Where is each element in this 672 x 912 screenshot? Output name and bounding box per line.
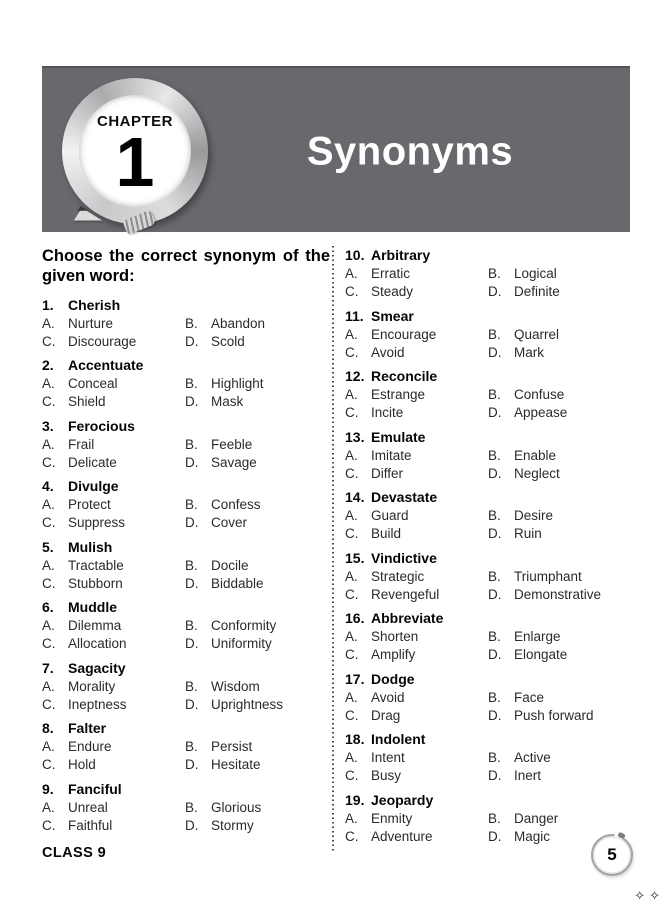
option-letter-c: C. xyxy=(42,394,56,410)
option-text-b: Triumphant xyxy=(514,568,582,584)
option-text-a: Tractable xyxy=(68,557,124,573)
question-title xyxy=(42,598,332,617)
question-number: 4. xyxy=(42,478,54,495)
option-text-c: Build xyxy=(371,526,402,541)
option-letter-a: A. xyxy=(345,568,358,584)
option-text-a: Dilemma xyxy=(68,618,122,634)
option-letter-a: A. xyxy=(42,376,55,392)
question-options xyxy=(42,315,332,351)
question-item xyxy=(42,477,332,532)
question-item xyxy=(345,367,630,422)
option-letter-c: C. xyxy=(345,768,359,783)
option-letter-a: A. xyxy=(42,678,55,694)
question-options xyxy=(345,326,630,362)
option-text-c: Adventure xyxy=(371,828,433,844)
option-letter-d: D. xyxy=(185,454,199,470)
option-letter-b: B. xyxy=(488,689,501,705)
option-letter-a: A. xyxy=(42,436,55,452)
option-letter-d: D. xyxy=(488,344,502,360)
question-word: Smear xyxy=(371,307,414,324)
question-options xyxy=(42,375,332,411)
chapter-badge xyxy=(79,95,191,207)
option-text-d: Hesitate xyxy=(211,757,261,773)
question-number: 8. xyxy=(42,720,54,737)
option-text-a: Unreal xyxy=(68,799,108,815)
question-options xyxy=(42,436,332,472)
question-options xyxy=(42,678,332,714)
question-title xyxy=(345,730,630,749)
option-letter-b: B. xyxy=(185,799,198,815)
question-word: Muddle xyxy=(68,599,117,616)
option-text-b: Highlight xyxy=(211,376,264,392)
option-text-d: Push forward xyxy=(514,707,594,723)
option-text-d: Uprightness xyxy=(211,696,284,712)
question-title xyxy=(345,428,630,447)
option-letter-b: B. xyxy=(185,315,198,331)
question-options xyxy=(345,628,630,664)
option-letter-a: A. xyxy=(345,750,358,765)
option-letter-c: C. xyxy=(345,707,359,723)
option-text-c: Drag xyxy=(371,707,401,723)
page-number-badge xyxy=(591,834,633,876)
pencil-circle-icon xyxy=(62,78,208,224)
question-word: Falter xyxy=(68,720,107,737)
option-letter-b: B. xyxy=(488,387,501,402)
option-letter-c: C. xyxy=(345,284,359,299)
option-letter-b: B. xyxy=(185,376,198,392)
option-letter-c: C. xyxy=(42,757,56,773)
option-letter-d: D. xyxy=(185,333,199,349)
chapter-label: CHAPTER xyxy=(96,113,173,130)
option-text-c: Amplify xyxy=(371,647,416,662)
chapter-number: 1 xyxy=(115,123,155,201)
question-title xyxy=(42,296,332,315)
option-letter-d: D. xyxy=(488,586,502,602)
question-item xyxy=(42,356,332,411)
option-text-c: Hold xyxy=(68,757,96,773)
question-item xyxy=(345,609,630,664)
questions-column-left xyxy=(42,246,332,851)
option-text-d: Elongate xyxy=(514,647,568,662)
option-text-d: Mark xyxy=(514,344,544,360)
option-text-c: Ineptness xyxy=(68,696,127,712)
question-word: Devastate xyxy=(371,489,438,505)
questions-column-right xyxy=(334,246,630,851)
question-number: 5. xyxy=(42,538,54,555)
option-letter-d: D. xyxy=(185,757,199,773)
option-text-d: Biddable xyxy=(211,575,264,591)
question-word: Divulge xyxy=(68,478,119,495)
option-letter-d: D. xyxy=(185,515,199,531)
question-number: 10. xyxy=(345,247,365,263)
question-word: Mulish xyxy=(68,538,113,555)
page-title: Synonyms xyxy=(306,129,514,174)
question-word: Indolent xyxy=(371,731,426,747)
option-text-c: Differ xyxy=(371,465,404,481)
option-text-a: Intent xyxy=(371,750,405,765)
questions-area xyxy=(42,246,630,851)
option-text-b: Active xyxy=(514,750,551,765)
question-number: 9. xyxy=(42,780,54,797)
question-options xyxy=(42,617,332,653)
option-text-c: Suppress xyxy=(68,515,126,531)
option-letter-d: D. xyxy=(488,405,502,420)
question-word: Abbreviate xyxy=(371,610,444,626)
option-text-c: Shield xyxy=(68,394,106,410)
page-number: 5 xyxy=(607,845,617,864)
option-letter-c: C. xyxy=(345,344,359,360)
question-list-right xyxy=(345,246,630,846)
option-letter-c: C. xyxy=(345,405,359,420)
option-letter-a: A. xyxy=(42,799,55,815)
option-text-d: Neglect xyxy=(514,465,560,481)
option-letter-c: C. xyxy=(42,333,56,349)
option-letter-b: B. xyxy=(488,810,501,826)
question-title xyxy=(42,538,332,557)
question-options xyxy=(345,386,630,422)
option-letter-a: A. xyxy=(345,266,358,281)
question-title xyxy=(42,477,332,496)
question-number: 2. xyxy=(42,357,54,374)
question-number: 11. xyxy=(345,307,364,324)
option-text-a: Nurture xyxy=(68,315,114,331)
option-letter-c: C. xyxy=(42,515,56,531)
option-letter-a: A. xyxy=(42,618,55,634)
question-number: 19. xyxy=(345,791,365,808)
option-letter-c: C. xyxy=(42,454,56,470)
option-text-d: Cover xyxy=(211,515,248,531)
option-text-a: Endure xyxy=(68,739,112,755)
question-item xyxy=(42,719,332,774)
option-letter-b: B. xyxy=(185,618,198,634)
question-title xyxy=(42,719,332,738)
option-text-a: Frail xyxy=(68,436,95,452)
option-letter-b: B. xyxy=(488,568,501,584)
question-item xyxy=(345,730,630,785)
class-label: CLASS 9 xyxy=(42,845,107,861)
option-letter-d: D. xyxy=(488,828,502,844)
option-text-b: Logical xyxy=(514,266,557,281)
question-options xyxy=(42,799,332,835)
question-number: 18. xyxy=(345,731,365,747)
question-options xyxy=(42,738,332,774)
option-letter-c: C. xyxy=(42,636,56,652)
option-text-b: Abandon xyxy=(211,315,266,331)
option-text-a: Avoid xyxy=(371,689,405,705)
option-text-c: Avoid xyxy=(371,344,405,360)
option-letter-b: B. xyxy=(488,508,501,523)
option-text-d: Demonstrative xyxy=(514,586,602,602)
option-letter-d: D. xyxy=(488,768,502,783)
question-number: 15. xyxy=(345,549,365,566)
question-title xyxy=(42,356,332,375)
option-text-c: Stubborn xyxy=(68,575,123,591)
question-number: 6. xyxy=(42,599,54,616)
option-letter-a: A. xyxy=(345,508,358,523)
question-word: Accentuate xyxy=(68,357,144,374)
option-letter-d: D. xyxy=(185,575,199,591)
option-letter-c: C. xyxy=(345,526,359,541)
option-text-c: Busy xyxy=(371,768,402,783)
option-letter-a: A. xyxy=(42,557,55,573)
option-text-b: Desire xyxy=(514,508,554,523)
option-text-d: Ruin xyxy=(514,526,542,541)
question-options xyxy=(345,749,630,785)
option-letter-c: C. xyxy=(42,817,56,833)
option-letter-c: C. xyxy=(345,828,359,844)
option-letter-b: B. xyxy=(185,739,198,755)
option-letter-a: A. xyxy=(345,629,358,644)
question-title xyxy=(345,549,630,568)
option-text-a: Enmity xyxy=(371,810,413,826)
option-text-a: Morality xyxy=(68,678,116,694)
question-item xyxy=(345,246,630,301)
question-title xyxy=(345,367,630,386)
option-text-c: Incite xyxy=(371,405,404,420)
question-item xyxy=(345,307,630,362)
option-text-a: Encourage xyxy=(371,326,437,342)
option-letter-d: D. xyxy=(185,817,199,833)
question-word: Fanciful xyxy=(68,780,122,797)
option-text-a: Imitate xyxy=(371,447,412,463)
option-text-b: Quarrel xyxy=(514,326,560,342)
option-text-a: Strategic xyxy=(371,568,425,584)
question-options xyxy=(345,689,630,725)
option-text-a: Guard xyxy=(371,508,409,523)
option-text-b: Conformity xyxy=(211,618,277,634)
option-letter-b: B. xyxy=(185,678,198,694)
option-text-d: Inert xyxy=(514,768,542,783)
question-number: 14. xyxy=(345,489,365,505)
question-item xyxy=(345,488,630,543)
option-letter-d: D. xyxy=(488,647,502,662)
question-word: Arbitrary xyxy=(371,247,431,263)
option-text-c: Delicate xyxy=(68,454,117,470)
question-title xyxy=(42,417,332,436)
option-text-d: Scold xyxy=(211,333,245,349)
option-text-b: Danger xyxy=(514,810,559,826)
question-title xyxy=(42,659,332,678)
option-text-b: Docile xyxy=(211,557,249,573)
option-text-c: Allocation xyxy=(68,636,127,652)
option-text-b: Wisdom xyxy=(211,678,260,694)
option-letter-d: D. xyxy=(185,696,199,712)
option-letter-d: D. xyxy=(488,465,502,481)
chapter-banner xyxy=(42,66,630,232)
option-letter-b: B. xyxy=(488,266,501,281)
question-number: 7. xyxy=(42,659,54,676)
question-word: Ferocious xyxy=(68,417,135,434)
option-text-b: Enable xyxy=(514,447,557,463)
option-letter-d: D. xyxy=(185,394,199,410)
question-item xyxy=(42,417,332,472)
question-options xyxy=(42,496,332,532)
question-title xyxy=(345,609,630,628)
option-text-c: Steady xyxy=(371,284,414,299)
option-text-d: Mask xyxy=(211,394,244,410)
question-options xyxy=(345,568,630,604)
question-title xyxy=(345,246,630,265)
question-options xyxy=(345,810,630,846)
question-word: Emulate xyxy=(371,428,426,445)
question-word: Jeopardy xyxy=(371,791,434,808)
option-letter-c: C. xyxy=(42,575,56,591)
question-options xyxy=(345,447,630,483)
question-item xyxy=(345,428,630,483)
option-text-b: Enlarge xyxy=(514,629,561,644)
question-item xyxy=(345,549,630,604)
option-text-b: Feeble xyxy=(211,436,253,452)
option-letter-a: A. xyxy=(345,387,358,402)
option-text-a: Shorten xyxy=(371,629,419,644)
question-item xyxy=(345,791,630,846)
question-number: 1. xyxy=(42,296,54,313)
question-title xyxy=(345,791,630,810)
question-options xyxy=(345,507,630,543)
option-text-b: Persist xyxy=(211,739,253,755)
option-text-b: Glorious xyxy=(211,799,262,815)
option-letter-d: D. xyxy=(488,526,502,541)
option-text-d: Savage xyxy=(211,454,257,470)
question-word: Sagacity xyxy=(68,659,126,676)
question-word: Vindictive xyxy=(371,549,437,566)
option-text-a: Erratic xyxy=(371,266,411,281)
option-letter-b: B. xyxy=(185,497,198,513)
sparkles-icon: ✧✧ xyxy=(634,888,664,903)
question-title xyxy=(42,780,332,799)
option-text-d: Stormy xyxy=(211,817,254,833)
option-letter-a: A. xyxy=(42,497,55,513)
question-item xyxy=(42,538,332,593)
instruction-heading: Choose the correct synonym of the given word: xyxy=(42,247,330,286)
option-letter-d: D. xyxy=(185,636,199,652)
question-number: 17. xyxy=(345,670,365,687)
option-text-c: Faithful xyxy=(68,817,113,833)
option-letter-c: C. xyxy=(42,696,56,712)
option-letter-a: A. xyxy=(345,810,358,826)
option-text-d: Magic xyxy=(514,828,551,844)
option-letter-d: D. xyxy=(488,707,502,723)
option-letter-a: A. xyxy=(345,447,358,463)
option-letter-a: A. xyxy=(42,315,55,331)
option-text-d: Appease xyxy=(514,405,568,420)
option-text-d: Definite xyxy=(514,284,560,299)
question-number: 16. xyxy=(345,610,365,626)
option-text-a: Estrange xyxy=(371,387,426,402)
question-list-left xyxy=(42,296,332,835)
option-text-c: Revengeful xyxy=(371,586,440,602)
question-title xyxy=(345,307,630,326)
question-title xyxy=(345,488,630,507)
question-word: Cherish xyxy=(68,296,121,313)
option-text-a: Protect xyxy=(68,497,111,513)
question-item xyxy=(42,598,332,653)
question-item xyxy=(42,659,332,714)
option-text-c: Discourage xyxy=(68,333,137,349)
option-text-a: Conceal xyxy=(68,376,118,392)
question-item xyxy=(345,670,630,725)
question-item xyxy=(42,780,332,835)
option-letter-b: B. xyxy=(488,447,501,463)
question-options xyxy=(42,557,332,593)
option-text-d: Uniformity xyxy=(211,636,272,652)
question-word: Reconcile xyxy=(371,368,438,384)
question-number: 13. xyxy=(345,428,365,445)
option-text-b: Confess xyxy=(211,497,261,513)
option-letter-b: B. xyxy=(185,436,198,452)
option-letter-b: B. xyxy=(488,629,501,644)
option-text-b: Confuse xyxy=(514,387,565,402)
question-item xyxy=(42,296,332,351)
option-letter-b: B. xyxy=(488,750,501,765)
option-letter-a: A. xyxy=(42,739,55,755)
option-text-b: Face xyxy=(514,689,545,705)
option-letter-a: A. xyxy=(345,689,358,705)
option-letter-a: A. xyxy=(345,326,358,342)
question-word: Dodge xyxy=(371,670,415,687)
option-letter-c: C. xyxy=(345,465,359,481)
option-letter-b: B. xyxy=(488,326,501,342)
question-number: 3. xyxy=(42,417,54,434)
question-title xyxy=(345,670,630,689)
option-letter-c: C. xyxy=(345,647,359,662)
question-number: 12. xyxy=(345,368,365,384)
option-letter-d: D. xyxy=(488,284,502,299)
question-options xyxy=(345,265,630,301)
option-letter-c: C. xyxy=(345,586,359,602)
option-letter-b: B. xyxy=(185,557,198,573)
